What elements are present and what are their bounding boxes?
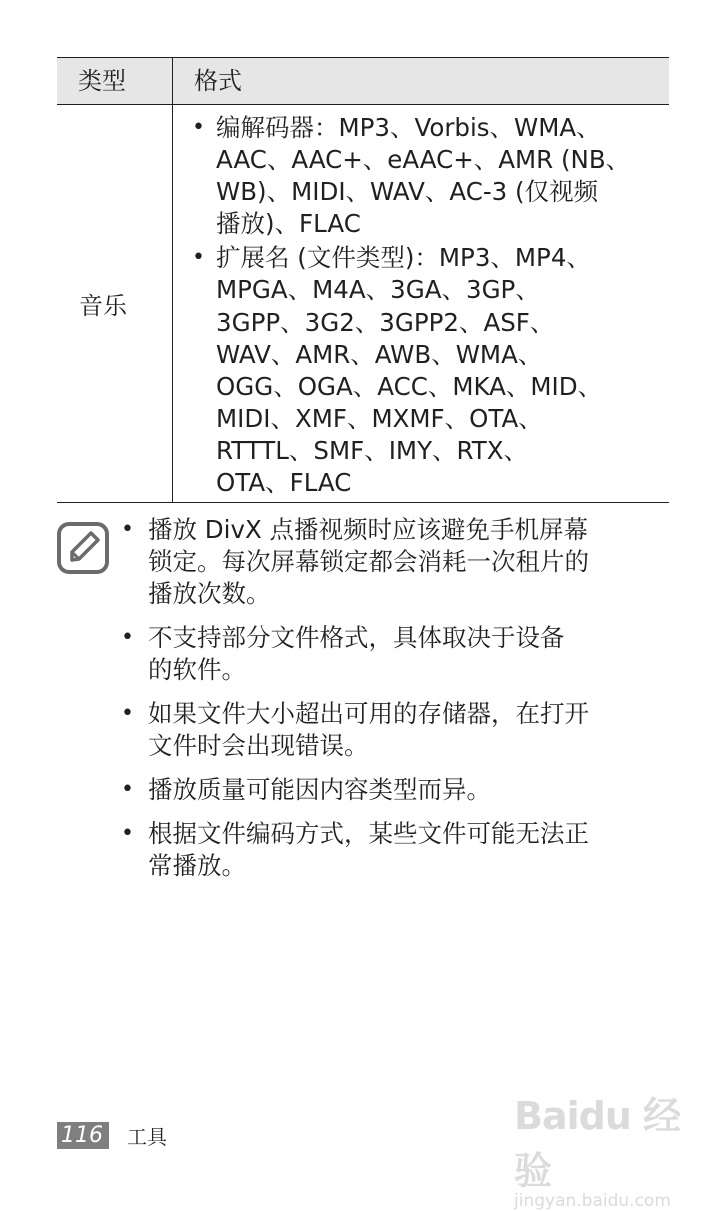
note-text: 播放质量可能因内容类型而异。 <box>148 775 491 804</box>
list-item <box>121 818 681 882</box>
list-item <box>121 698 681 762</box>
bullet: • <box>121 701 134 726</box>
bullet: • <box>121 821 134 846</box>
watermark-logo: Baidu 经验 <box>514 1094 681 1193</box>
bullet: • <box>121 625 134 650</box>
list-item <box>121 622 681 686</box>
list-item <box>192 242 669 499</box>
page-footer <box>57 1121 167 1150</box>
bullet: • <box>121 517 134 542</box>
header-format: 格式 <box>194 67 242 95</box>
watermark <box>514 1085 682 1211</box>
note-text: 播放 DivX 点播视频时应该避免手机屏幕 锁定。每次屏幕锁定都会消耗一次租片的 播放次数。 <box>148 515 589 608</box>
format-cell <box>173 105 669 502</box>
note-text: 根据文件编码方式，某些文件可能无法正 常播放。 <box>148 819 589 880</box>
bullet: • <box>121 777 134 802</box>
header-type: 类型 <box>57 58 173 104</box>
chapter-title: 工具 <box>127 1125 167 1149</box>
extension-list: 扩展名 (文件类型)：MP3、MP4、 MPGA、M4A、3GA、3GP、 3GPP、3G2、3GPP2、ASF、 WAV、AMR、AWB、WMA、 OGG、OGA、ACC、MKA、MID、 MIDI、XMF、MXMF、OTA、 RTTTL、SMF、IMY、RTX、 OTA、FLAC <box>216 243 603 498</box>
list-item <box>121 514 681 610</box>
bullet: • <box>192 245 205 271</box>
note-text: 如果文件大小超出可用的存储器，在打开 文件时会出现错误。 <box>148 699 589 760</box>
formats-table <box>57 57 669 503</box>
list-item <box>121 774 681 806</box>
page-number: 116 <box>57 1122 109 1149</box>
note-text: 不支持部分文件格式，具体取决于设备 的软件。 <box>148 623 565 684</box>
codec-list: 编解码器：MP3、Vorbis、WMA、 AAC、AAC+、eAAC+、AMR (NB、 WB)、MIDI、WAV、AC-3 (仅视频 播放)、FLAC <box>216 113 631 239</box>
list-item <box>192 112 669 240</box>
type-cell: 音乐 <box>57 105 173 502</box>
notes-list <box>121 514 681 894</box>
bullet: • <box>192 115 205 140</box>
table-row <box>57 105 669 503</box>
watermark-url: jingyan.baidu.com <box>514 1191 671 1211</box>
note-pencil-icon <box>57 522 109 574</box>
table-header <box>57 57 669 105</box>
